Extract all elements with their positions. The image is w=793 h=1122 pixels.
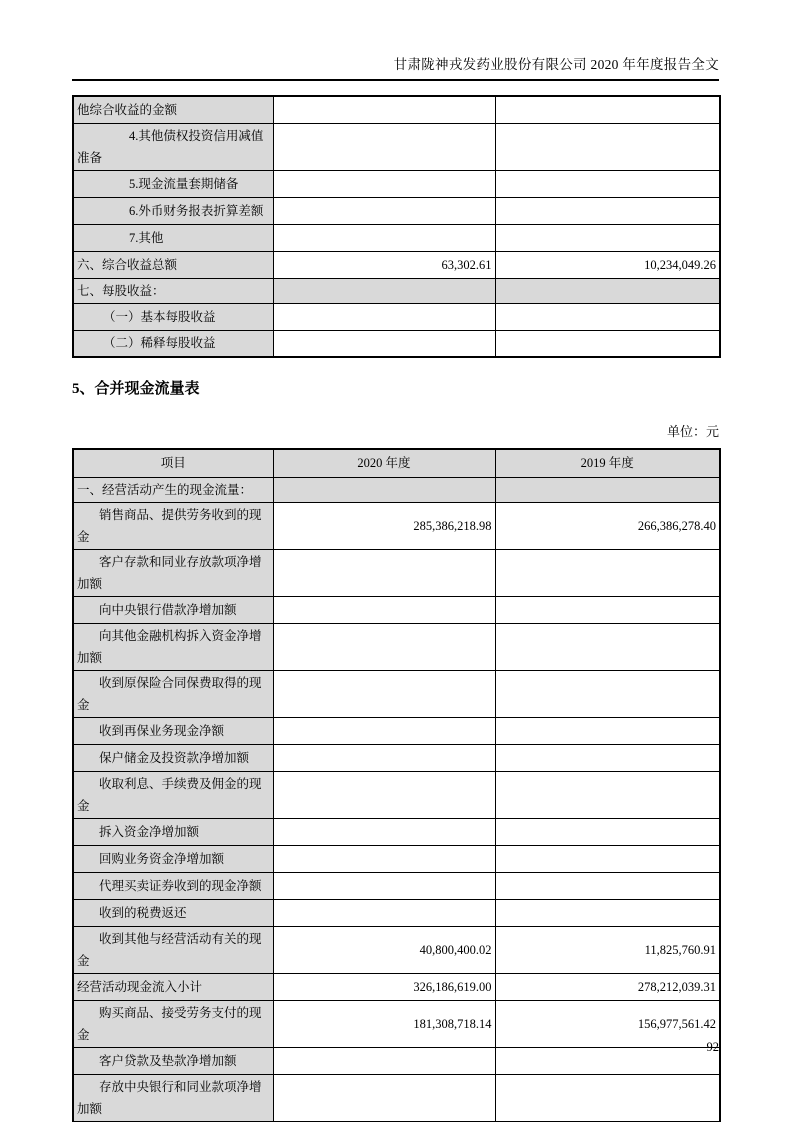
- value-2019: [495, 872, 720, 899]
- row-label: 7.其他: [73, 224, 273, 251]
- column-header-2019: 2019 年度: [495, 449, 720, 477]
- value-2019: 278,212,039.31: [495, 973, 720, 1000]
- page-number: 92: [706, 1040, 719, 1054]
- table-row: [73, 717, 720, 744]
- value-2019: [495, 549, 720, 596]
- table-row: [73, 1047, 720, 1074]
- table-row: [73, 845, 720, 872]
- table-row: [73, 477, 720, 502]
- table-row: [73, 1000, 720, 1047]
- header-divider: [72, 79, 719, 81]
- value-2019: [495, 771, 720, 818]
- row-label: 代理买卖证券收到的现金净额: [73, 872, 273, 899]
- value-2020: [273, 1047, 495, 1074]
- table-row: [73, 224, 720, 251]
- value-2020: 285,386,218.98: [273, 502, 495, 549]
- comprehensive-income-table: [72, 95, 721, 358]
- value-2019: [495, 224, 720, 251]
- unit-label: 单位：元: [666, 424, 719, 439]
- row-label: 收到原保险合同保费取得的现金: [73, 670, 273, 717]
- value-2019: [495, 1047, 720, 1074]
- table-row: [73, 926, 720, 973]
- value-2019: 156,977,561.42: [495, 1000, 720, 1047]
- value-2019: [495, 170, 720, 197]
- value-2020: [273, 771, 495, 818]
- value-2019: [495, 477, 720, 502]
- table-row: [73, 549, 720, 596]
- row-label: 收到的税费返还: [73, 899, 273, 926]
- value-2020: [273, 845, 495, 872]
- row-label: 拆入资金净增加额: [73, 818, 273, 845]
- row-label: 销售商品、提供劳务收到的现金: [73, 502, 273, 549]
- value-2019: [495, 744, 720, 771]
- table-row: [73, 251, 720, 278]
- table-row: [73, 197, 720, 224]
- row-label: 他综合收益的金额: [73, 96, 273, 123]
- cash-flow-table: [72, 448, 721, 1122]
- value-2019: [495, 670, 720, 717]
- value-2019: 10,234,049.26: [495, 251, 720, 278]
- section-title: 5、合并现金流量表: [72, 381, 200, 397]
- table-row: [73, 973, 720, 1000]
- row-label: 回购业务资金净增加额: [73, 845, 273, 872]
- table-row: [73, 330, 720, 357]
- value-2020: 40,800,400.02: [273, 926, 495, 973]
- table-row: [73, 771, 720, 818]
- row-label: 向中央银行借款净增加额: [73, 596, 273, 623]
- value-2020: [273, 224, 495, 251]
- value-2020: [273, 744, 495, 771]
- row-label: 收取利息、手续费及佣金的现金: [73, 771, 273, 818]
- table-header-row: [73, 449, 720, 477]
- table-row: [73, 670, 720, 717]
- page-content: [72, 0, 719, 1122]
- row-label: （二）稀释每股收益: [73, 330, 273, 357]
- value-2019: [495, 596, 720, 623]
- value-2020: [273, 303, 495, 330]
- value-2020: [273, 899, 495, 926]
- row-label: 收到再保业务现金净额: [73, 717, 273, 744]
- value-2019: [495, 717, 720, 744]
- table-row: [73, 596, 720, 623]
- table-row: [73, 303, 720, 330]
- value-2020: [273, 717, 495, 744]
- value-2019: [495, 96, 720, 123]
- value-2020: [273, 872, 495, 899]
- row-label: （一）基本每股收益: [73, 303, 273, 330]
- row-label: 保户储金及投资款净增加额: [73, 744, 273, 771]
- value-2020: [273, 123, 495, 170]
- value-2019: [495, 330, 720, 357]
- row-label: 5.现金流量套期储备: [73, 170, 273, 197]
- row-label: 存放中央银行和同业款项净增加额: [73, 1074, 273, 1122]
- row-label: 经营活动现金流入小计: [73, 973, 273, 1000]
- table-row: [73, 123, 720, 170]
- value-2019: [495, 899, 720, 926]
- table-row: [73, 96, 720, 123]
- value-2020: [273, 596, 495, 623]
- row-label: 向其他金融机构拆入资金净增加额: [73, 623, 273, 670]
- row-label: 客户存款和同业存放款项净增加额: [73, 549, 273, 596]
- table-row: [73, 899, 720, 926]
- value-2020: 63,302.61: [273, 251, 495, 278]
- value-2019: [495, 197, 720, 224]
- table-row: [73, 872, 720, 899]
- value-2019: [495, 123, 720, 170]
- value-2020: [273, 623, 495, 670]
- table-row: [73, 1074, 720, 1122]
- value-2019: 266,386,278.40: [495, 502, 720, 549]
- row-label: 客户贷款及垫款净增加额: [73, 1047, 273, 1074]
- row-label: 购买商品、接受劳务支付的现金: [73, 1000, 273, 1047]
- table-row: [73, 818, 720, 845]
- row-label: 4.其他债权投资信用减值准备: [73, 123, 273, 170]
- value-2020: [273, 1074, 495, 1122]
- value-2020: [273, 477, 495, 502]
- value-2019: [495, 303, 720, 330]
- value-2020: [273, 278, 495, 303]
- value-2019: [495, 623, 720, 670]
- row-label: 七、每股收益：: [73, 278, 273, 303]
- value-2020: [273, 197, 495, 224]
- value-2019: 11,825,760.91: [495, 926, 720, 973]
- row-label: 一、经营活动产生的现金流量：: [73, 477, 273, 502]
- column-header-2020: 2020 年度: [273, 449, 495, 477]
- value-2019: [495, 818, 720, 845]
- page-header-title: 甘肃陇神戎发药业股份有限公司 2020 年年度报告全文: [393, 57, 719, 72]
- column-header-item: 项目: [73, 449, 273, 477]
- value-2019: [495, 1074, 720, 1122]
- row-label: 收到其他与经营活动有关的现金: [73, 926, 273, 973]
- value-2020: [273, 330, 495, 357]
- value-2020: [273, 670, 495, 717]
- value-2019: [495, 278, 720, 303]
- value-2019: [495, 845, 720, 872]
- table-row: [73, 623, 720, 670]
- table-row: [73, 278, 720, 303]
- table-row: [73, 502, 720, 549]
- row-label: 6.外币财务报表折算差额: [73, 197, 273, 224]
- value-2020: [273, 96, 495, 123]
- value-2020: [273, 549, 495, 596]
- value-2020: 326,186,619.00: [273, 973, 495, 1000]
- value-2020: [273, 818, 495, 845]
- value-2020: 181,308,718.14: [273, 1000, 495, 1047]
- table-row: [73, 744, 720, 771]
- value-2020: [273, 170, 495, 197]
- table-row: [73, 170, 720, 197]
- row-label: 六、综合收益总额: [73, 251, 273, 278]
